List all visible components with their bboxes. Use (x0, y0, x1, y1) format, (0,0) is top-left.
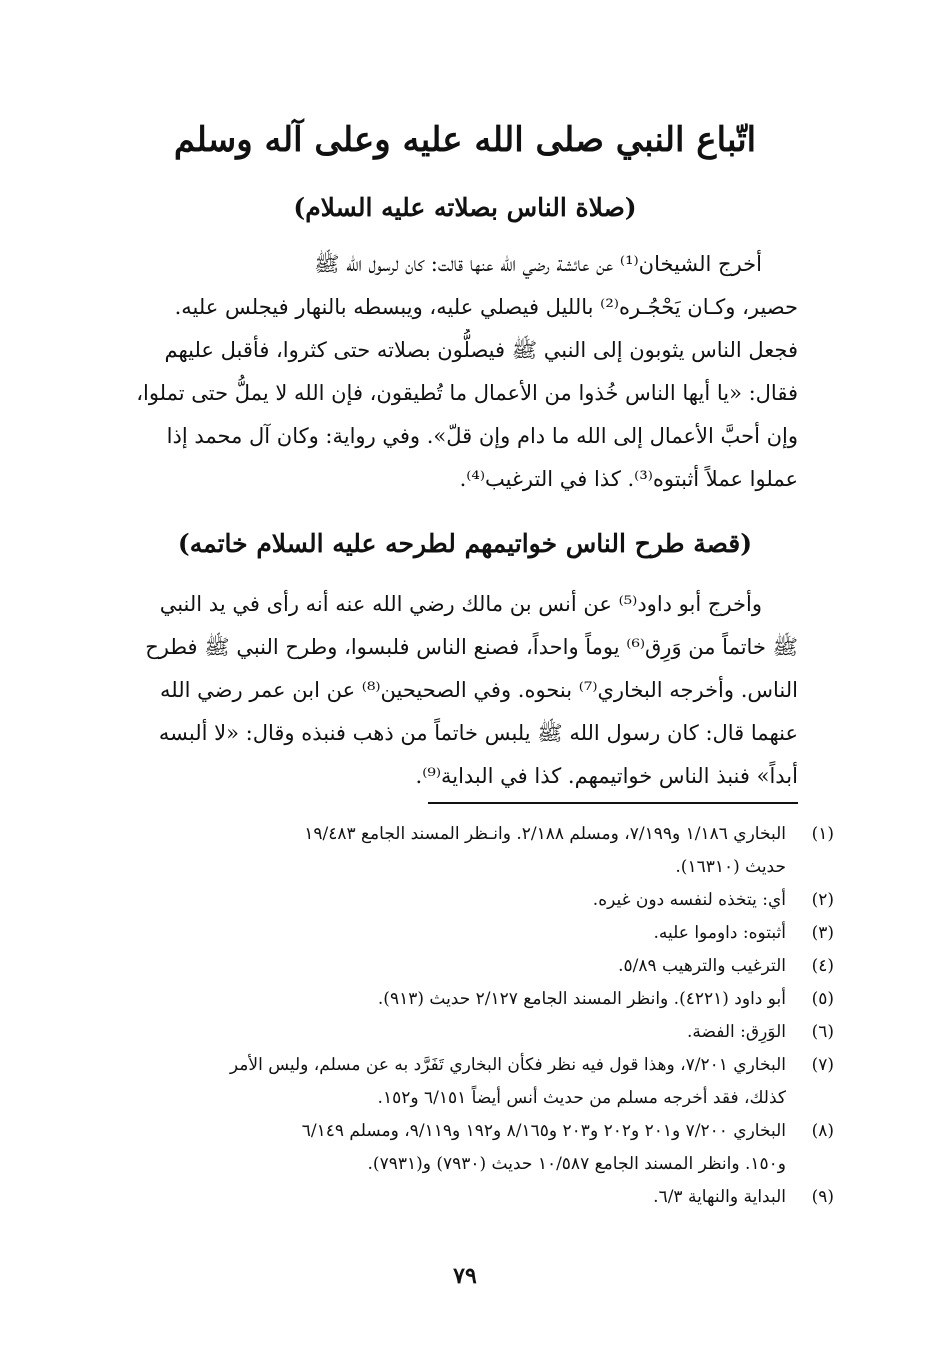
text-line: عنهما قال: كان رسول الله ﷺ يلبس خاتماً من ذهب فنبذه وقال: «لا ألبسه (158, 721, 798, 745)
footnote-5 (132, 983, 834, 1016)
footnote-number: (١) (811, 824, 834, 844)
footnote-text (132, 983, 786, 1016)
page-number: ٧٩ (453, 1263, 477, 1289)
footnote-text (132, 950, 786, 983)
text-line: الناس. وأخرجه البخاري⁽⁷⁾ بنحوه. وفي الصحيحين⁽⁸⁾ عن ابن عمر رضي الله (160, 678, 798, 702)
text-line: فقال: «يا أيها الناس خُذوا من الأعمال ما تُطيقون، فإن الله لا يملُّ حتى تملوا، (136, 381, 798, 405)
section-subtitle-prayer: (صلاة الناس بصلاته عليه السلام) (293, 193, 637, 222)
text-line: وأخرج أبو داود⁽⁵⁾ عن أنس بن مالك رضي الله عنه أنه رأى في يد النبي (159, 592, 762, 616)
footnote-line: الترغيب والترهيب ٥/٨٩. (618, 956, 786, 976)
footnote-text (132, 1181, 786, 1214)
footnote-1 (132, 818, 834, 884)
footnote-number: (٦) (811, 1022, 834, 1042)
footnote-2 (132, 884, 834, 917)
footnote-line: أي: يتخذه لنفسه دون غيره. (592, 890, 786, 910)
paragraph-rings (132, 583, 798, 798)
text-line: عملوا عملاً أثبتوه⁽³⁾. كذا في الترغيب⁽⁴⁾. (459, 467, 798, 491)
footnote-text (132, 1049, 786, 1115)
footnote-number: (٨) (811, 1121, 834, 1141)
footnote-7 (132, 1049, 834, 1115)
footnote-text (132, 884, 786, 917)
paragraph-prayer (132, 243, 798, 501)
footnote-line: كذلك، فقد أخرجه مسلم من حديث أنس أيضاً ٦/١٥١ و١٥٢. (377, 1088, 786, 1108)
footnote-line: البداية والنهاية ٦/٣. (653, 1187, 786, 1207)
footnote-text (132, 1016, 786, 1049)
footnote-6 (132, 1016, 834, 1049)
text-line: حصير، وكـان يَحْجُـره⁽²⁾ بالليل فيصلي عليه، ويبسطه بالنهار فيجلس عليه. (174, 295, 798, 319)
footnote-line: أثبتوه: داوموا عليه. (653, 923, 786, 943)
footnote-text (132, 1115, 786, 1181)
chapter-title: اتّباع النبي صلى الله عليه وعلى آله وسلم (173, 120, 757, 160)
footnote-text (132, 917, 786, 950)
footnote-line: البخاري ٧/٢٠١، وهذا قول فيه نظر فكأن البخاري تَفَرَّد به عن مسلم، وليس الأمر (229, 1055, 786, 1075)
footnote-number: (٥) (811, 989, 834, 1009)
text-line: ﷺ خاتماً من وَرِق⁽⁶⁾ يوماً واحداً، فصنع الناس فلبسوا، وطرح النبي ﷺ فطرح (145, 635, 798, 659)
footnote-line: حديث (١٦٣١٠). (675, 857, 786, 877)
footnote-number: (٤) (811, 956, 834, 976)
footnote-4 (132, 950, 834, 983)
footnote-number: (٣) (811, 923, 834, 943)
footnote-9 (132, 1181, 834, 1214)
footnote-number: (٩) (811, 1187, 834, 1207)
footnote-line: أبو داود (٤٢٢١). وانظر المسند الجامع ٢/١٢٧ حديث (٩١٣). (377, 989, 786, 1009)
footnote-number: (٧) (811, 1055, 834, 1075)
footnote-line: و١٥٠. وانظر المسند الجامع ١٠/٥٨٧ حديث (٧٩٣٠) و(٧٩٣١). (367, 1154, 786, 1174)
footnotes (132, 818, 834, 1214)
footnote-8 (132, 1115, 834, 1181)
text-line: وإن أحبَّ الأعمال إلى الله ما دام وإن قلّ». وفي رواية: وكان آل محمد إذا (166, 424, 798, 448)
text-line: فجعل الناس يثوبون إلى النبي ﷺ فيصلُّون بصلاته حتى كثروا، فأقبل عليهم (164, 338, 798, 362)
footnote-text (132, 818, 786, 884)
footnote-line: البخاري ١/١٨٦ و٧/١٩٩، ومسلم ٢/١٨٨. وانـظر المسند الجامع ١٩/٤٨٣ (304, 824, 786, 844)
footnote-line: الوَرِق: الفضة. (687, 1022, 786, 1042)
footnote-3 (132, 917, 834, 950)
text-line: أخرج الشيخان⁽¹⁾ عن عائشة رضي الله عنها قالت: كان لرسول الله ﷺ (314, 252, 762, 276)
text-line: أبداً» فنبذ الناس خواتيمهم. كذا في البداية⁽⁹⁾. (415, 764, 798, 788)
section-subtitle-rings: (قصة طرح الناس خواتيمهم لطرحه عليه السلام خاتمه) (177, 529, 753, 558)
footnote-divider (428, 802, 798, 804)
footnote-line: البخاري ٧/٢٠٠ و٢٠١ و٢٠٢ و٢٠٣ و٨/١٦٥ و١٩٢ و٩/١١٩، ومسلم ٦/١٤٩ (301, 1121, 786, 1141)
footnote-number: (٢) (811, 890, 834, 910)
